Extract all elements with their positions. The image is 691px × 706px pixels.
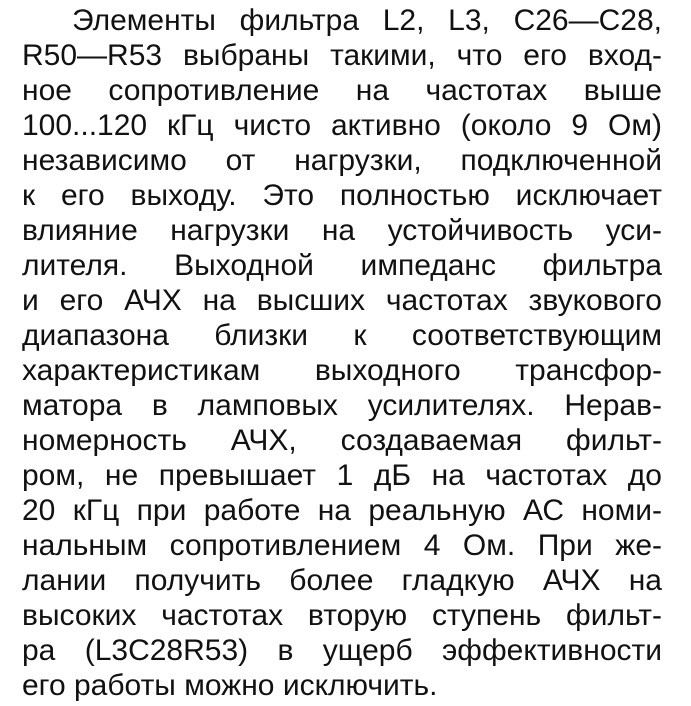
- text-line-15: 20 кГц при работе на реальную АС номи-: [22, 494, 662, 527]
- text-line-18: высоких частотах вторую ступень фильт-: [22, 599, 662, 632]
- text-line-10: диапазона близки к соответствующим: [22, 319, 662, 352]
- text-line-9: и его АЧХ на высших частотах звукового: [22, 284, 662, 317]
- text-line-3: ное сопротивление на частотах выше: [22, 74, 662, 107]
- text-line-4: 100...120 кГц чисто активно (около 9 Ом): [22, 109, 662, 142]
- text-line-12: матора в ламповых усилителях. Нерав-: [22, 389, 662, 422]
- text-line-5: независимо от нагрузки, подключенной: [22, 144, 662, 177]
- text-line-17: лании получить более гладкую АЧХ на: [22, 564, 662, 597]
- text-line-7: влияние нагрузки на устойчивость уси-: [22, 214, 662, 247]
- text-line-2: R50—R53 выбраны такими, что его вход-: [22, 39, 662, 72]
- text-line-19: ра (L3C28R53) в ущерб эффективности: [22, 634, 662, 667]
- text-line-16: нальным сопротивлением 4 Ом. При же-: [22, 529, 662, 562]
- text-line-11: характеристикам выходного трансфор-: [22, 354, 662, 387]
- text-line-14: ром, не превышает 1 дБ на частотах до: [22, 459, 662, 492]
- text-line-20: его работы можно исключить.: [22, 669, 438, 702]
- text-line-1: Элементы фильтра L2, L3, C26—C28,: [72, 4, 662, 37]
- text-line-13: номерность АЧХ, создаваемая фильт-: [22, 424, 662, 457]
- text-line-6: к его выходу. Это полностью исключает: [22, 179, 662, 212]
- text-line-8: лителя. Выходной импеданс фильтра: [22, 249, 662, 282]
